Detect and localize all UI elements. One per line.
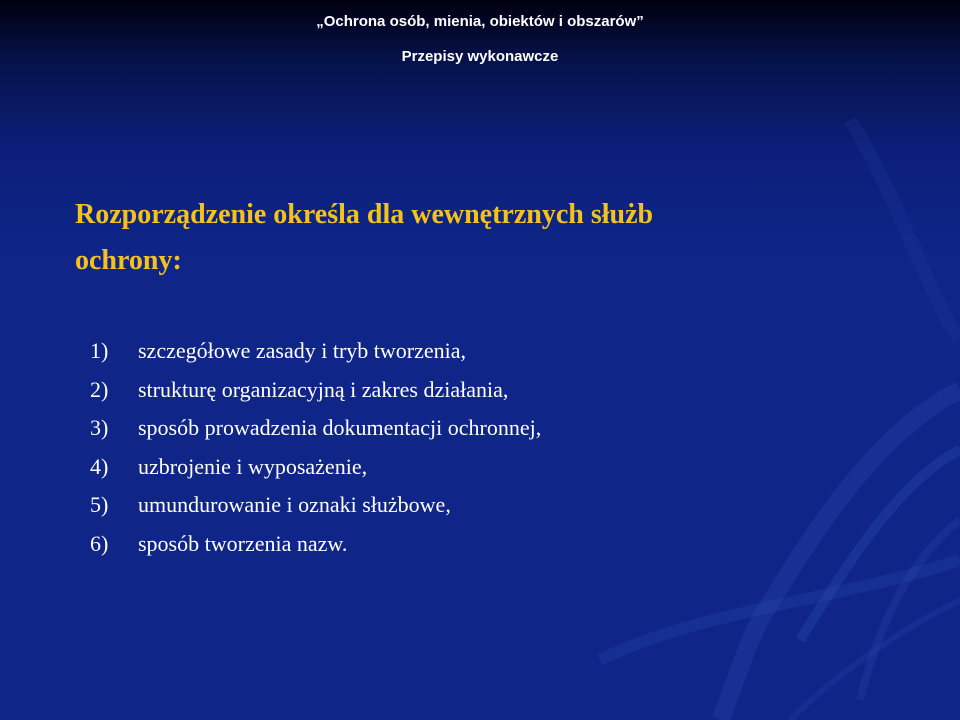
list-item <box>90 332 541 371</box>
list-item-number: 5) <box>90 492 109 517</box>
list-item-text: sposób prowadzenia dokumentacji ochronnej, <box>138 415 542 440</box>
list-item <box>90 486 541 525</box>
list-item <box>90 525 541 564</box>
slide-heading-line-1: Rozporządzenie określa dla wewnętrznych służb <box>75 199 654 230</box>
list-item-number: 1) <box>90 338 109 363</box>
slide-heading-line-2: ochrony: <box>75 245 182 276</box>
list-item <box>90 409 541 448</box>
list-item-number: 2) <box>90 376 109 402</box>
list-item-number: 4) <box>90 453 109 479</box>
list-item-text: uzbrojenie i wyposażenie, <box>138 453 368 479</box>
list-item-number: 3) <box>90 415 109 440</box>
list-item-text: szczegółowe zasady i tryb tworzenia, <box>138 338 467 363</box>
slide-heading <box>75 192 875 284</box>
header-title: „Ochrona osób, mienia, obiektów i obszarów” <box>316 13 644 30</box>
list-item <box>90 448 541 487</box>
list-item-text: umundurowanie i oznaki służbowe, <box>138 492 451 517</box>
header-subtitle: Przepisy wykonawcze <box>401 48 559 65</box>
numbered-list <box>90 332 541 563</box>
list-item-number: 6) <box>90 530 109 556</box>
list-item <box>90 371 541 410</box>
list-item-text: strukturę organizacyjną i zakres działania, <box>138 376 509 402</box>
list-item-text: sposób tworzenia nazw. <box>138 530 348 556</box>
